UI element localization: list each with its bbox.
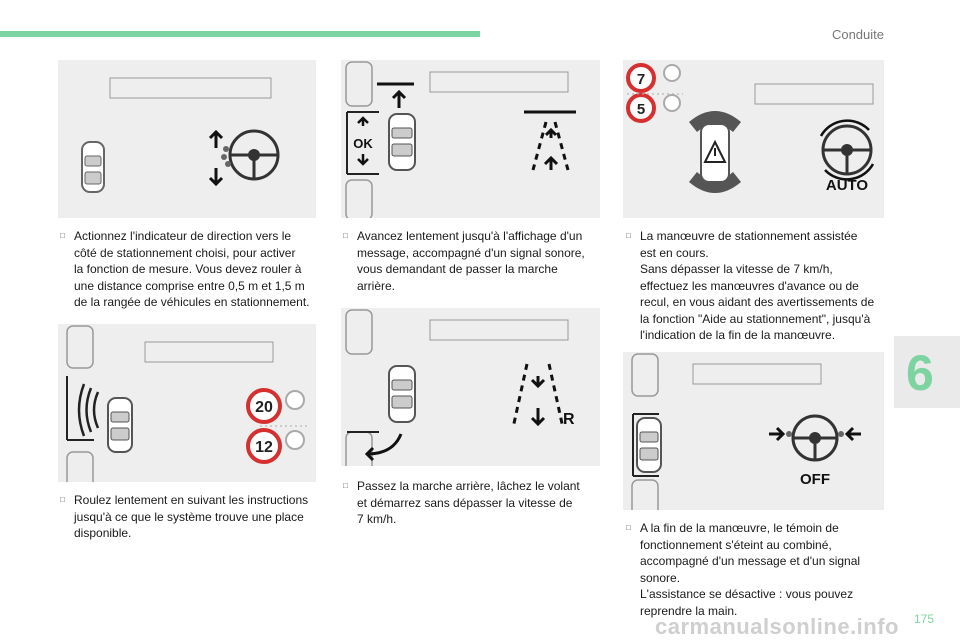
checkbox-bullet-icon: □ [60,495,65,504]
checkbox-bullet-icon: □ [343,231,348,240]
ok-indicator [353,118,373,164]
step-1 [60,228,320,311]
step-6 [626,520,888,619]
speed-limit-20-icon [248,390,304,422]
sensor-waves-icon [79,384,98,436]
reverse-guide-icon [513,364,563,428]
svg-text:12: 12 [255,439,273,456]
illustration-end [623,352,884,510]
steering-wheel-icon [786,416,844,460]
section-title: Conduite [831,27,884,42]
checkbox-bullet-icon: □ [626,523,631,532]
checkbox-bullet-icon: □ [60,231,65,240]
chapter-number: 6 [906,345,934,401]
svg-text:5: 5 [636,101,646,118]
stop-guide-icon [524,112,576,170]
watermark: carmanualsonline.info [655,614,899,639]
car-icon [389,366,415,422]
svg-text:OFF: OFF [800,471,830,488]
checkbox-bullet-icon: □ [626,231,631,240]
chapter-tab [894,336,960,408]
svg-text:R: R [563,411,575,428]
step-3-text: Avancez lentement jusqu'à l'affichage d'un message, accompagné d'un signal sonore, vous demandant de passer la marche arrière. [357,229,585,293]
indicator-arrows-icon [210,132,222,184]
svg-text:20: 20 [255,399,273,416]
step-2 [60,492,320,542]
illustration-assisted [623,60,884,218]
car-icon [108,398,132,452]
speed-limit-7-icon [628,65,680,91]
svg-text:AUTO: AUTO [825,177,869,194]
step-4-text: Passez la marche arrière, lâchez le volant et démarrez sans dépasser la vitesse de 7 km/h. [357,479,580,526]
step-4 [343,478,605,528]
illustration-stop-forward [341,60,600,218]
steering-wheel-icon [221,131,278,179]
speed-limit-12-icon [248,430,304,462]
car-icon [389,114,415,170]
illustration-measure [58,60,316,218]
steering-wheel-icon [821,121,873,180]
svg-text:OK: OK [353,136,373,151]
header-accent-bar [0,31,480,37]
page-number: 175 [914,612,935,626]
step-5-text: La manœuvre de stationnement assistée est en cours. Sans dépasser la vitesse de 7 km/h, effectuez les manœuvres d'avance ou de recul, en vous aidant des avertissements de la fonction "Aide au stationnement", jusqu'à l'indication de la fin de la manœuvre. [640,229,875,342]
step-2-text: Roulez lentement en suivant les instructions jusqu'à ce que le système trouve une place disponible. [74,493,309,540]
svg-text:7: 7 [636,71,646,88]
car-icon [637,418,661,472]
step-1-text: Actionnez l'indicateur de direction vers le côté de stationnement choisi, pour activer la fonction de mesure. Vous devez rouler à une distance comprise entre 0,5 m et 1,5 m de la rangée de véhicules en stationnement. [74,229,310,309]
speed-limit-5-icon [628,95,680,121]
step-6-text: A la fin de la manœuvre, le témoin de fonctionnement s'éteint au combiné, accompagné d'un message et d'un signal sonore. L'assistance se désactive : vous pouvez reprendre la main. [640,521,861,618]
car-icon [82,142,104,192]
checkbox-bullet-icon: □ [343,481,348,490]
step-3 [343,228,605,294]
illustration-search [58,324,316,482]
obstacle-sensors-icon [689,111,741,193]
step-5 [626,228,888,344]
forward-arrow-icon [377,84,414,108]
illustration-reverse [341,308,600,466]
